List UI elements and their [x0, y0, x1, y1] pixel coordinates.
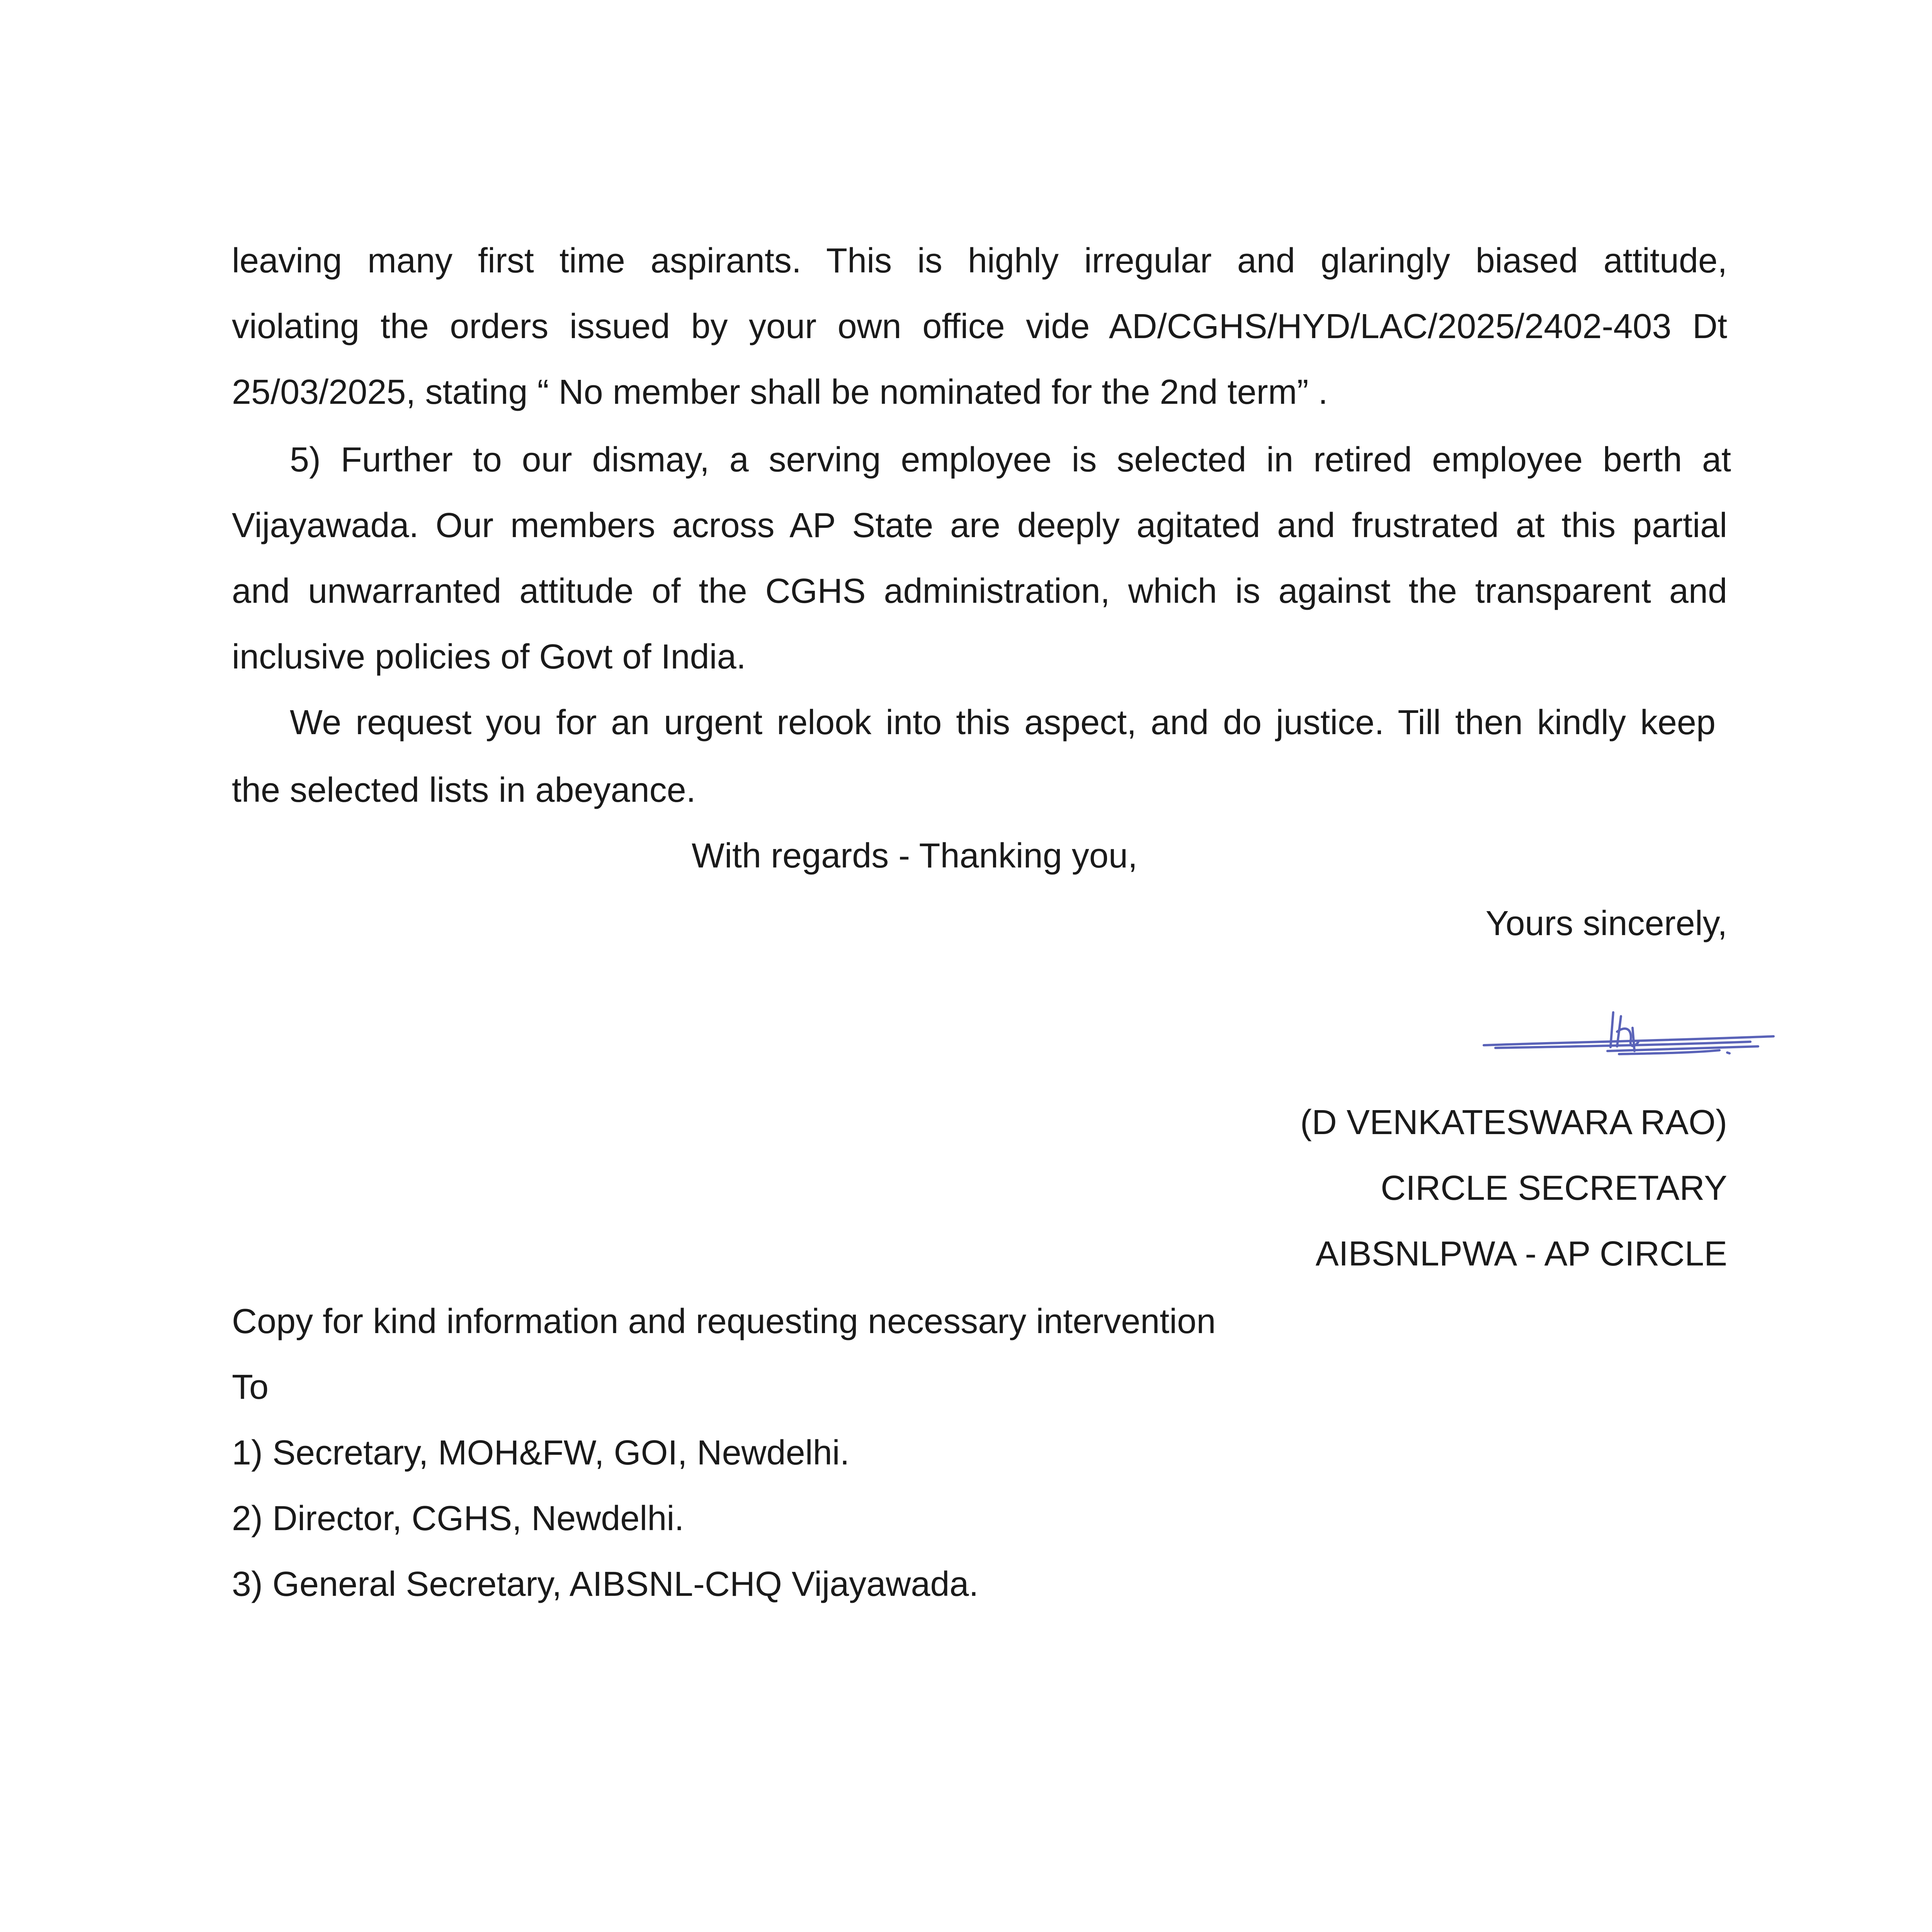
signatory-name: (D VENKATESWARA RAO) — [1300, 1103, 1727, 1142]
body-line-7: inclusive policies of Govt of India. — [232, 638, 746, 676]
body-line-8: We request you for an urgent relook into this aspect, and do justice. Till then kindly keep — [290, 703, 1716, 742]
body-line-5: Vijayawada. Our members across AP State are deeply agitated and frustrated at this partial — [232, 506, 1727, 545]
body-line-2: violating the orders issued by your own office vide AD/CGHS/HYD/LAC/2025/2402-403 Dt — [232, 307, 1727, 346]
body-line-3: 25/03/2025, stating “ No member shall be nominated for the 2nd term” . — [232, 373, 1328, 412]
recipient-2: 2) Director, CGHS, Newdelhi. — [232, 1499, 684, 1538]
copy-note: Copy for kind information and requesting necessary intervention — [232, 1302, 1216, 1341]
recipient-3: 3) General Secretary, AIBSNL-CHQ Vijayawada. — [232, 1565, 979, 1604]
recipient-1: 1) Secretary, MOH&FW, GOI, Newdelhi. — [232, 1434, 850, 1472]
signatory-designation: CIRCLE SECRETARY — [1381, 1169, 1727, 1208]
to-label: To — [232, 1368, 269, 1406]
body-line-4: 5) Further to our dismay, a serving employee is selected in retired employee berth at — [290, 440, 1731, 479]
body-line-9: the selected lists in abeyance. — [232, 771, 696, 810]
closing-line: With regards - Thanking you, — [692, 837, 1138, 875]
body-line-1: leaving many first time aspirants. This is highly irregular and glaringly biased attitude, — [232, 242, 1727, 280]
body-line-6: and unwarranted attitude of the CGHS administration, which is against the transparent and — [232, 572, 1727, 611]
sign-off: Yours sincerely, — [1485, 904, 1727, 943]
signatory-organization: AIBSNLPWA - AP CIRCLE — [1315, 1235, 1727, 1273]
signature-image — [1480, 1005, 1789, 1074]
